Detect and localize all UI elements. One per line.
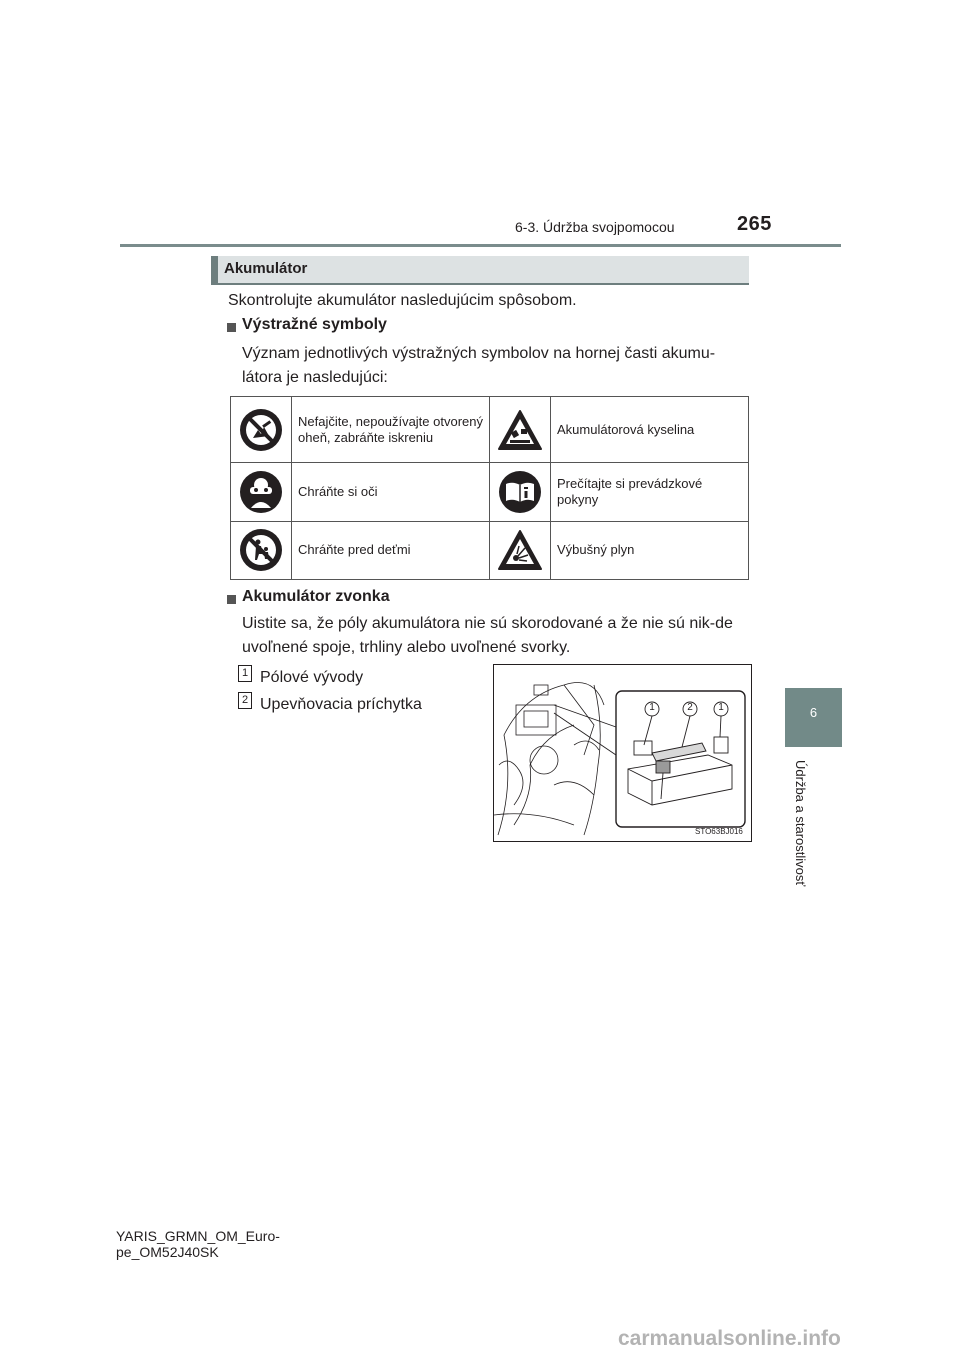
page-number: 265	[737, 213, 772, 235]
engine-bay-drawing	[494, 665, 751, 841]
callout-number: 2	[687, 702, 693, 713]
table-row	[231, 521, 749, 579]
battery-illustration	[493, 664, 752, 842]
chapter-tab-title: Údržba a starostlivosť	[793, 760, 808, 887]
table-cell	[231, 521, 292, 579]
symbol-label: Nefajčite, nepoužívajte otvorený oheň, zabráňte iskreniu	[292, 397, 490, 463]
no-fire-icon	[239, 408, 283, 452]
footer-line: YARIS_GRMN_OM_Euro-	[116, 1228, 280, 1244]
battery-exterior-heading: Akumulátor zvonka	[242, 588, 390, 605]
intro-text: Skontrolujte akumulátor nasledujúcim spôsobom.	[228, 292, 577, 309]
table-row	[231, 463, 749, 521]
warning-symbols-text: Význam jednotlivých výstražných symbolov na hornej časti akumu-látora je nasledujúci:	[242, 345, 716, 386]
battery-exterior-text: Uistite sa, že póly akumulátora nie sú skorodované a že nie sú nik-de uvoľnené spoje, trhliny alebo uvoľnené svorky.	[242, 615, 733, 656]
footer-doc-id	[116, 1228, 280, 1260]
legend-label: Pólové vývody	[260, 669, 364, 686]
table-cell	[231, 397, 292, 463]
symbol-label: Chráňte si oči	[292, 463, 490, 521]
running-header-section: 6-3. Údržba svojpomocou	[515, 219, 675, 235]
table-cell	[231, 463, 292, 521]
battery-acid-icon	[497, 409, 543, 451]
symbol-label: Chráňte pred deťmi	[292, 521, 490, 579]
section-title: Akumulátor	[224, 260, 308, 277]
section-bar-accent	[211, 256, 218, 285]
symbol-label: Výbušný plyn	[551, 521, 749, 579]
explosive-gas-icon	[497, 529, 543, 571]
watermark: carmanualsonline.info	[618, 1327, 841, 1350]
keep-away-children-icon	[239, 528, 283, 572]
bullet-square-icon	[227, 595, 236, 604]
warning-symbols-table	[230, 396, 749, 580]
table-cell	[490, 463, 551, 521]
table-row	[231, 397, 749, 463]
table-cell	[490, 521, 551, 579]
legend-label: Upevňovacia príchytka	[260, 696, 422, 713]
eye-protection-icon	[239, 470, 283, 514]
footer-line: pe_OM52J40SK	[116, 1244, 219, 1260]
legend-number: 1	[238, 665, 252, 682]
header-rule	[120, 244, 841, 247]
symbol-label: Akumulátorová kyselina	[551, 397, 749, 463]
chapter-tab-number: 6	[809, 705, 818, 720]
bullet-square-icon	[227, 323, 236, 332]
legend-number: 2	[238, 692, 252, 709]
illustration-code: STO63BJ016	[695, 827, 743, 836]
warning-symbols-heading: Výstražné symboly	[242, 316, 387, 333]
read-manual-icon	[498, 470, 542, 514]
callout-number: 1	[718, 702, 724, 713]
callout-number: 1	[649, 702, 655, 713]
table-cell	[490, 397, 551, 463]
symbol-label: Prečítajte si prevádzkové pokyny	[551, 463, 749, 521]
